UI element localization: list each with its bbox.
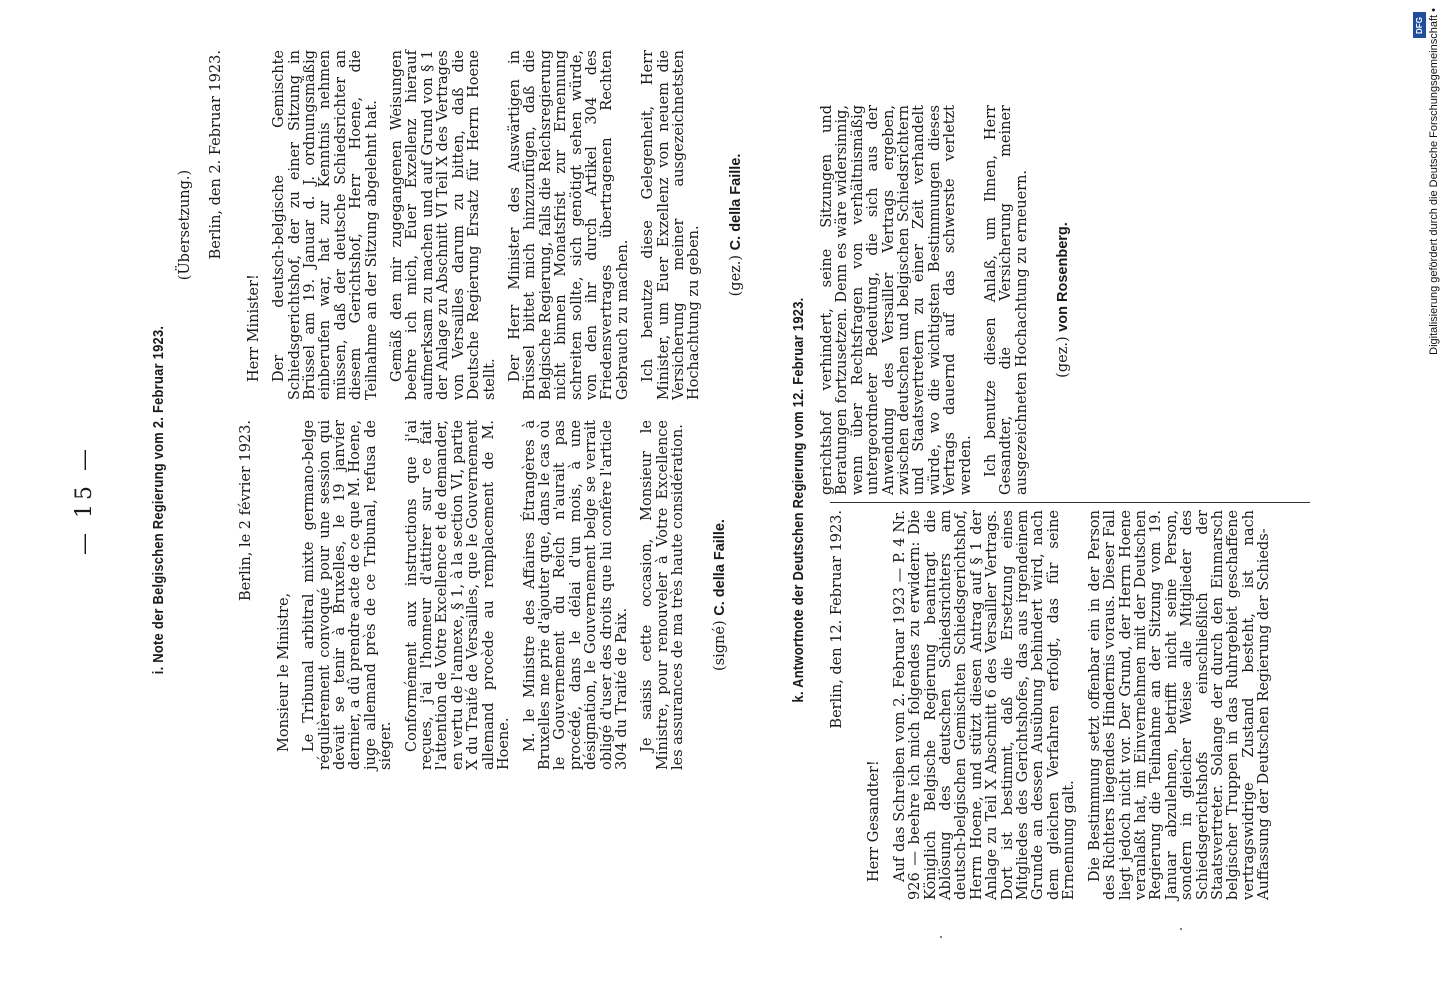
german-signature-prefix: (gez.) <box>727 254 744 297</box>
german-date: Berlin, den 2. Februar 1923. <box>208 50 225 260</box>
reply-paragraph: gerichtshof verhindert, seine Sitzungen und Beratungen fortzusetzen. Denn es wäre widersinnig, wenn über Rechtsfragen von verhältnismäßig untergeordneter Bedeutung, die sich aus der Anwendung des Versailler Vertrags ergeben, zwischen deutschen und belgischen Schiedsrichtern und Staatsvertretern zu einer Zeit verhandelt würde, wo die wichtigsten Bestimmungen dieses Vertrags dauernd auf das schwerste verletzt werden. <box>819 105 974 495</box>
german-paragraph: Gemäß den mir zugegangenen Weisungen beehre ich mich, Euer Exzellenz hierauf aufmerksam zu machen und auf Grund von § 1 der Anlage zu Abschnitt VI Teil X des Vertrages von Versailles darum zu bitten, daß die Deutsche Regierung Ersatz für Herrn Hoene stellt. <box>389 50 498 400</box>
french-paragraph: Conformément aux instructions que j'ai reçues, j'ai l'honneur d'attirer sur ce fait l'attention de Votre Excellence et de demander, en vertu de l'annexe, § 1, à la section VI, partie X du Traité de Versailles, que le Gouvernement allemand procède au remplacement de M. Hoene. <box>403 420 513 770</box>
french-salutation: Monsieur le Ministre, <box>275 592 292 752</box>
german-signature <box>729 50 744 400</box>
reply-paragraph: Die Bestimmung setzt offenbar ein in der Person des Richters liegendes Hindernis voraus. Dieser Fall liegt jedoch nicht vor. Der Grund, der Herrn Hoene veranlaßt hat, im Einvernehmen mit der Deutschen Regierung die Teilnahme an der Sitzung vom 19. Januar abzulehnen, betrifft nicht seine Person, sondern in gleicher Weise alle Mitglieder des Schiedsgerichtshofs einschließlich der Staatsvertreter. Solange der durch den Einmarsch belgischer Truppen in das Ruhrgebiet geschaffene vertragswidrige Zustand besteht, ist nach Auffassung der Deutschen Regierung der Schieds- <box>1086 510 1273 900</box>
german-paragraph: Der Herr Minister des Auswärtigen in Brüssel bittet mich hinzuzufügen, daß die Belgische Regierung, falls die Reichsregierung nicht binnen Monatsfrist zur Ernennung schreiten sollte, sich genötigt sehen würde, von den ihr durch Artikel 304 des Friedensvertrages übertragenen Rechten Gebrauch zu machen. <box>506 50 631 400</box>
french-note-column <box>208 420 728 770</box>
german-paragraph: Ich benutze diese Gelegenheit, Herr Minister, um Euer Exzellenz von neuem die Versicherung meiner ausgezeichnetsten Hochachtung zu geben. <box>640 50 703 400</box>
reply-left-column <box>830 510 1283 900</box>
dfg-logo-icon <box>1413 12 1426 38</box>
reply-signature <box>1056 105 1071 495</box>
german-salutation: Herr Minister! <box>245 274 262 382</box>
reply-signature-prefix: (gez.) <box>1055 336 1072 378</box>
reply-signature-name: von Rosenberg. <box>1055 222 1072 332</box>
reply-salutation: Herr Gesandter! <box>866 760 883 882</box>
dfg-logo-text: DFG <box>1415 16 1425 34</box>
french-paragraph: Le Tribunal arbitral mixte germano-belge régulièrement convoqué pour une session qui devait se tenir à Bruxelles, le 19 janvier dernier, a dû prendre acte de ce que M. Hoene, juge allemand près de ce Tribunal, refusa de siéger. <box>301 420 395 770</box>
reply-date: Berlin, den 12. Februar 1923. <box>829 510 845 729</box>
page-number: — 15 — <box>72 445 97 555</box>
scan-speck <box>940 936 942 938</box>
reply-paragraph: Ich benutze diesen Anlaß, um Ihnen, Herr Gesandter, die Versicherung meiner ausgezeichneten Hochachtung zu erneuern. <box>983 105 1030 495</box>
scan-speck <box>1180 928 1182 930</box>
reply-right-column <box>820 105 1072 495</box>
german-paragraph: Der deutsch-belgische Gemischte Schiedsgerichtshof, der zu einer Sitzung in Brüssel am 19. Januar d. J. ordnungsmäßig einberufen war, hat zur Kenntnis nehmen müssen, daß der deutsche Schiedsrichter an diesem Gerichtshof, Herr Hoene, die Teilnahme an der Sitzung abgelehnt hat. <box>271 50 380 400</box>
section-i-heading: i. Note der Belgischen Regierung vom 2. Februar 1923. <box>150 325 167 675</box>
german-translation-column <box>178 50 744 400</box>
column-divider <box>830 502 1310 503</box>
french-signature-prefix: (signé) <box>711 620 728 671</box>
french-signature-name: C. della Faille. <box>711 519 728 616</box>
reply-paragraph: Auf das Schreiben vom 2. Februar 1923 — P. 4 Nr. 926 — beehre ich mich folgendes zu erwidern: Die Königlich Belgische Regierung beantragt die Ablösung des deutschen Schiedsrichters am deutsch-belgischen Gemischten Schiedsgerichtshof, Herrn Hoene, und stützt diesen Antrag auf § 1 der Anlage zu Teil X Abschnitt 6 des Versailler Vertrags. Dort ist bestimmt, daß die Ersetzung eines Mitgliedes des Gerichtshofes, das aus irgendeinem Grunde an dessen Ausübung behindert wird, nach dem gleichen Verfahren erfolgt, das für seine Ernennung galt. <box>891 510 1078 900</box>
french-paragraph: M. le Ministre des Affaires Étrangères à Bruxelles me prie d'ajouter que, dans le cas où le Gouvernement du Reich n'aurait pas procédé, dans le délai d'un mois, à une désignation, le Gouvernement belge se verrait obligé d'user des droits que lui confère l'article 304 du Traité de Paix. <box>521 420 630 770</box>
french-signature <box>713 420 728 770</box>
french-paragraph: Je saisis cette occasion, Monsieur le Ministre, pour renouveler à Votre Excellence les assurances de ma très haute considération. <box>639 420 687 770</box>
section-k-heading: k. Antwortnote der Deutschen Regierung vom 12. Februar 1923. <box>790 297 807 703</box>
dfg-watermark <box>1410 8 1440 988</box>
german-signature-name: C. della Faille. <box>727 153 744 251</box>
dfg-watermark-text: Digitalisierung gefördert durch die Deutsche Forschungsgemeinschaft • <box>1428 8 1440 355</box>
translation-note: (Übersetzung.) <box>177 169 193 281</box>
french-date: Berlin, le 2 février 1923. <box>238 420 255 602</box>
